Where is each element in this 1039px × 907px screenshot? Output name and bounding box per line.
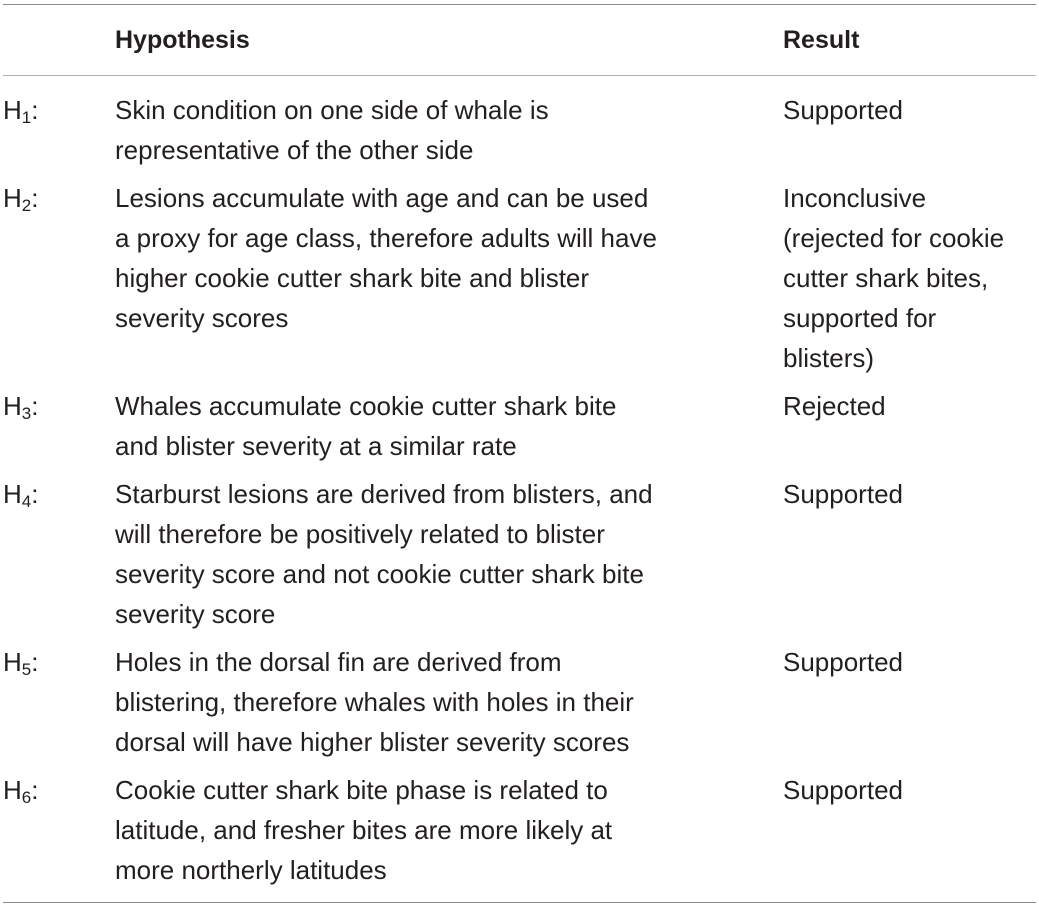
result-text: Supported [783,479,903,509]
hypothesis-label-sub: 5 [21,660,32,679]
hypothesis-label-main: H [3,775,22,805]
hypothesis-label-main: H [3,183,22,213]
table-row [3,474,1036,642]
hypothesis-label-suffix: : [31,391,39,421]
hypothesis-label [3,474,115,634]
hypothesis-label-sub: 4 [21,492,32,511]
table-row [3,178,1036,386]
table-body [3,76,1036,902]
result-text: Supported [783,95,903,125]
table-row [3,642,1036,770]
table-row [3,386,1036,474]
hypothesis-label-main: H [3,95,22,125]
result-text: Supported [783,775,903,805]
table-row [3,90,1036,178]
hypothesis-label-main: H [3,479,22,509]
result-text: Supported [783,647,903,677]
hypothesis-label-sub: 6 [21,788,32,807]
hypothesis-text: Cookie cutter shark bite phase is related to latitude, and fresher bites are more likely at more northerly latitudes [115,775,613,885]
hypothesis-text: Holes in the dorsal fin are derived from blistering, therefore whales with holes in their dorsal will have higher blister severity scores [115,647,634,757]
hypothesis-label [3,770,115,890]
result-text: Rejected [783,391,886,421]
hypothesis-table [3,4,1036,903]
table-header [3,5,1036,75]
table-row [3,770,1036,898]
hypothesis-label-suffix: : [31,183,39,213]
hypothesis-label-suffix: : [31,95,39,125]
hypothesis-label [3,386,115,466]
result-text: Inconclusive (rejected for cookie cutter shark bites, supported for blisters) [783,183,1005,373]
header-hypothesis: Hypothesis [115,25,250,54]
hypothesis-label-suffix: : [31,775,39,805]
hypothesis-label-suffix: : [31,647,39,677]
hypothesis-text: Skin condition on one side of whale is representative of the other side [115,95,549,165]
header-result: Result [783,25,860,54]
hypothesis-label-main: H [3,647,22,677]
hypothesis-label-main: H [3,391,22,421]
hypothesis-text: Lesions accumulate with age and can be used a proxy for age class, therefore adults will have higher cookie cutter shark bite and blister severity scores [115,183,657,333]
hypothesis-label-sub: 2 [21,196,32,215]
hypothesis-label-sub: 1 [21,108,32,127]
hypothesis-text: Starburst lesions are derived from blisters, and will therefore be positively related to blister severity score and not cookie cutter shark bite severity score [115,479,653,629]
hypothesis-label-sub: 3 [21,404,32,423]
hypothesis-label [3,178,115,378]
hypothesis-text: Whales accumulate cookie cutter shark bite and blister severity at a similar rate [115,391,617,461]
hypothesis-label [3,642,115,762]
hypothesis-label-suffix: : [31,479,39,509]
hypothesis-label [3,90,115,170]
